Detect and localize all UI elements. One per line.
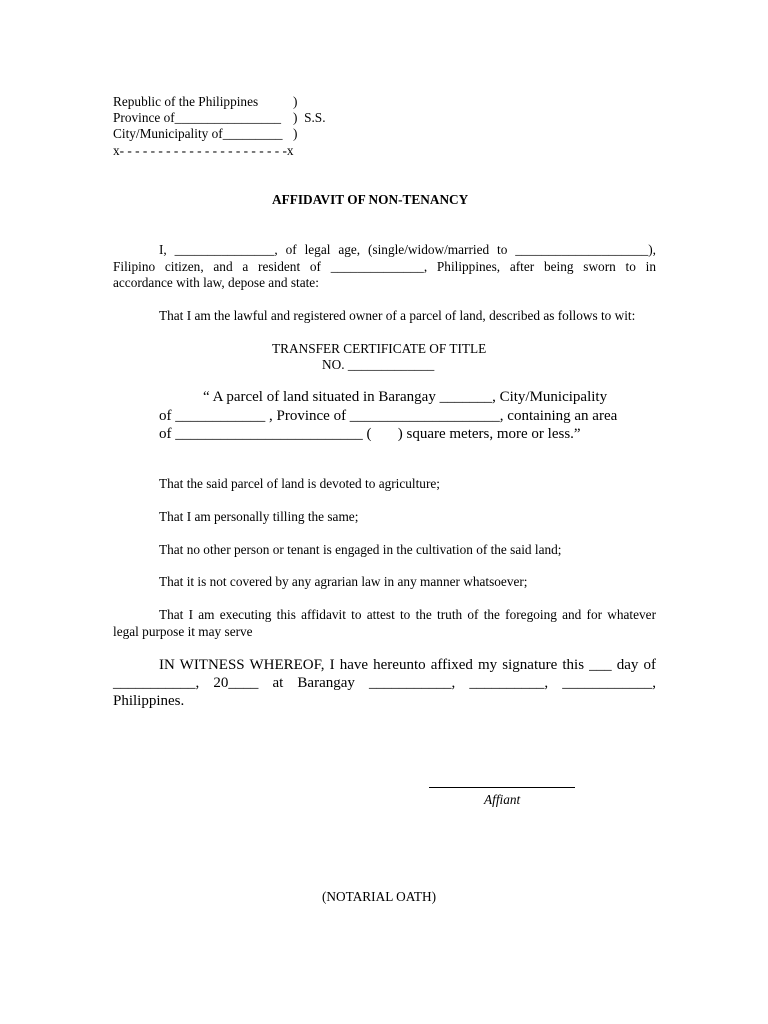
intro-line-2: Filipino citizen, and a resident of ______________, Philippines, after being sworn to in <box>113 259 656 274</box>
tct-number: NO. _____________ <box>322 357 435 372</box>
header-separator: x- - - - - - - - - - - - - - - - - - - - - -x <box>113 143 294 158</box>
document-title: AFFIDAVIT OF NON-TENANCY <box>272 192 469 207</box>
tct-heading: TRANSFER CERTIFICATE OF TITLE <box>272 341 487 356</box>
header-paren-1: ) <box>293 94 298 109</box>
owner-statement: That I am the lawful and registered owner of a parcel of land, described as follows to wit: <box>159 308 636 323</box>
affiant-label: Affiant <box>484 792 521 807</box>
witness-line-3: Philippines. <box>113 693 185 709</box>
statement-agrarian-law: That it is not covered by any agrarian law in any manner whatsoever; <box>159 574 528 589</box>
header-province: Province of________________ <box>113 110 282 125</box>
statement-agriculture: That the said parcel of land is devoted to agriculture; <box>159 476 440 491</box>
header-paren-ss: ) S.S. <box>293 110 326 125</box>
executing-line-1: That I am executing this affidavit to attest to the truth of the foregoing and for whatever <box>159 607 656 622</box>
statement-tilling: That I am personally tilling the same; <box>159 509 359 524</box>
header-republic: Republic of the Philippines <box>113 94 259 109</box>
witness-line-2: ___________, 20____ at Barangay ___________, __________, ____________, <box>113 675 656 691</box>
executing-line-2: legal purpose it may serve <box>113 624 253 639</box>
parcel-line-1: “ A parcel of land situated in Barangay _______, City/Municipality <box>203 389 608 405</box>
notarial-oath: (NOTARIAL OATH) <box>322 889 437 904</box>
witness-line-1: IN WITNESS WHEREOF, I have hereunto affixed my signature this ___ day of <box>159 657 656 673</box>
signature-line <box>429 787 575 788</box>
parcel-line-3: of _________________________ ( ) square meters, more or less.” <box>159 426 581 442</box>
header-paren-3: ) <box>293 126 298 141</box>
parcel-line-2: of ____________ , Province of ____________________, containing an area <box>159 408 618 424</box>
statement-no-tenant: That no other person or tenant is engaged in the cultivation of the said land; <box>159 542 562 557</box>
intro-line-3: accordance with law, depose and state: <box>113 275 319 290</box>
header-city: City/Municipality of_________ <box>113 126 283 141</box>
intro-line-1: I, _______________, of legal age, (single/widow/married to ____________________), <box>159 242 656 257</box>
